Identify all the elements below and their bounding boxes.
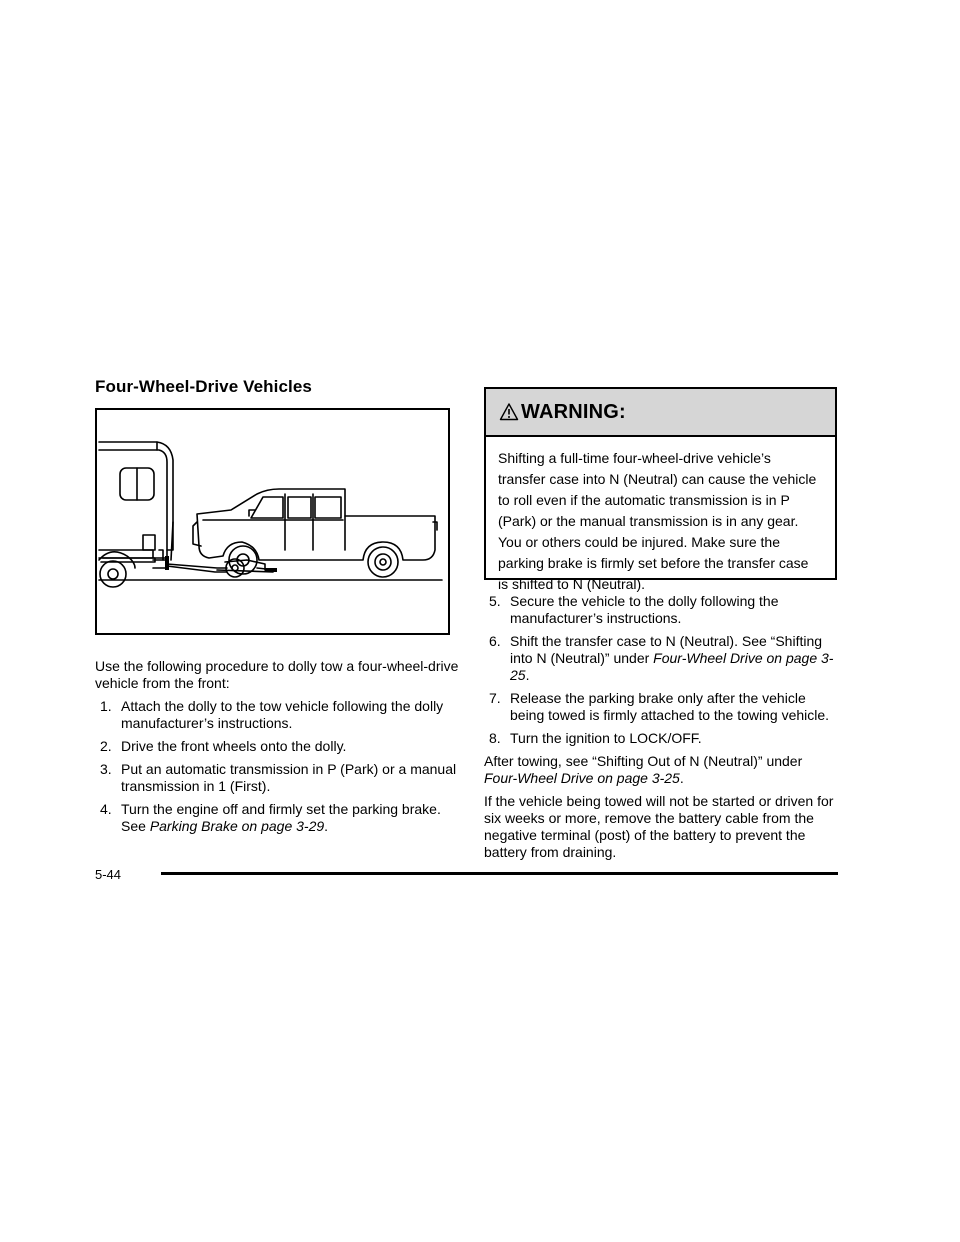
warning-text: Shifting a full-time four-wheel-drive vehicle’s transfer case into N (Neutral) can cause the vehicle to roll even if the automatic transmission is in P (Park) or the manual transmission is in any gear. You or others could be injured. Make sure the parking brake is firmly set before the transfer case is shifted to N (Neutral). <box>498 450 817 592</box>
steps-list-right <box>484 593 839 747</box>
step-text: Release the parking brake only after the vehicle being towed is firmly attached to the towing vehicle. <box>510 690 830 723</box>
footer-rule <box>161 872 838 875</box>
battery-paragraph: If the vehicle being towed will not be started or driven for six weeks or more, remove the battery cable from the negative terminal (post) of the battery to prevent the battery from draining. <box>484 793 834 860</box>
step-text: Attach the dolly to the tow vehicle following the dolly manufacturer’s instructions. <box>121 698 444 731</box>
right-column <box>484 593 839 867</box>
after-towing-paragraph <box>484 753 839 787</box>
list-item <box>489 593 839 627</box>
steps-list-left <box>95 698 460 835</box>
warning-triangle-icon <box>499 402 519 422</box>
list-item <box>489 633 839 684</box>
step-text: Drive the front wheels onto the dolly. <box>121 738 347 754</box>
cross-reference-link[interactable]: Four-Wheel Drive on page 3-25 <box>510 650 834 683</box>
dolly-tow-illustration <box>95 408 450 635</box>
page-number: 5-44 <box>95 867 122 882</box>
step-number: 3. <box>100 761 112 777</box>
step-number: 4. <box>100 801 112 817</box>
step-number: 2. <box>100 738 112 754</box>
step-text-end: . <box>324 818 329 834</box>
section-title: Four-Wheel-Drive Vehicles <box>95 377 312 396</box>
cross-reference-link[interactable]: Parking Brake on page 3-29 <box>149 818 325 834</box>
step-number: 6. <box>489 633 501 649</box>
step-number: 5. <box>489 593 501 609</box>
towing-diagram-image <box>97 410 448 633</box>
step-number: 1. <box>100 698 112 714</box>
list-item <box>489 690 839 724</box>
cross-reference-link[interactable]: Four-Wheel Drive on page 3-25 <box>484 770 680 786</box>
paragraph-text: After towing, see “Shifting Out of N (Neutral)” under <box>484 753 803 769</box>
step-text: Secure the vehicle to the dolly following the manufacturer’s instructions. <box>510 593 779 626</box>
step-text: Turn the engine off and firmly set the parking brake. See <box>121 801 441 834</box>
step-number: 8. <box>489 730 501 746</box>
list-item <box>100 761 460 795</box>
warning-header <box>486 389 835 437</box>
warning-box <box>484 387 837 592</box>
list-item <box>100 698 460 732</box>
step-text-end: . <box>525 667 530 683</box>
step-text: Shift the transfer case to N (Neutral). See “Shifting into N (Neutral)” under <box>510 633 823 666</box>
step-number: 7. <box>489 690 501 706</box>
list-item <box>100 801 460 835</box>
intro-paragraph: Use the following procedure to dolly tow a four-wheel-drive vehicle from the front: <box>95 658 459 691</box>
list-item <box>489 730 839 747</box>
warning-title: WARNING: <box>521 400 626 423</box>
step-text: Turn the ignition to LOCK/OFF. <box>510 730 702 746</box>
paragraph-text-end: . <box>679 770 684 786</box>
left-column <box>95 658 460 841</box>
step-text: Put an automatic transmission in P (Park) or a manual transmission in 1 (First). <box>121 761 457 794</box>
list-item <box>100 738 460 755</box>
